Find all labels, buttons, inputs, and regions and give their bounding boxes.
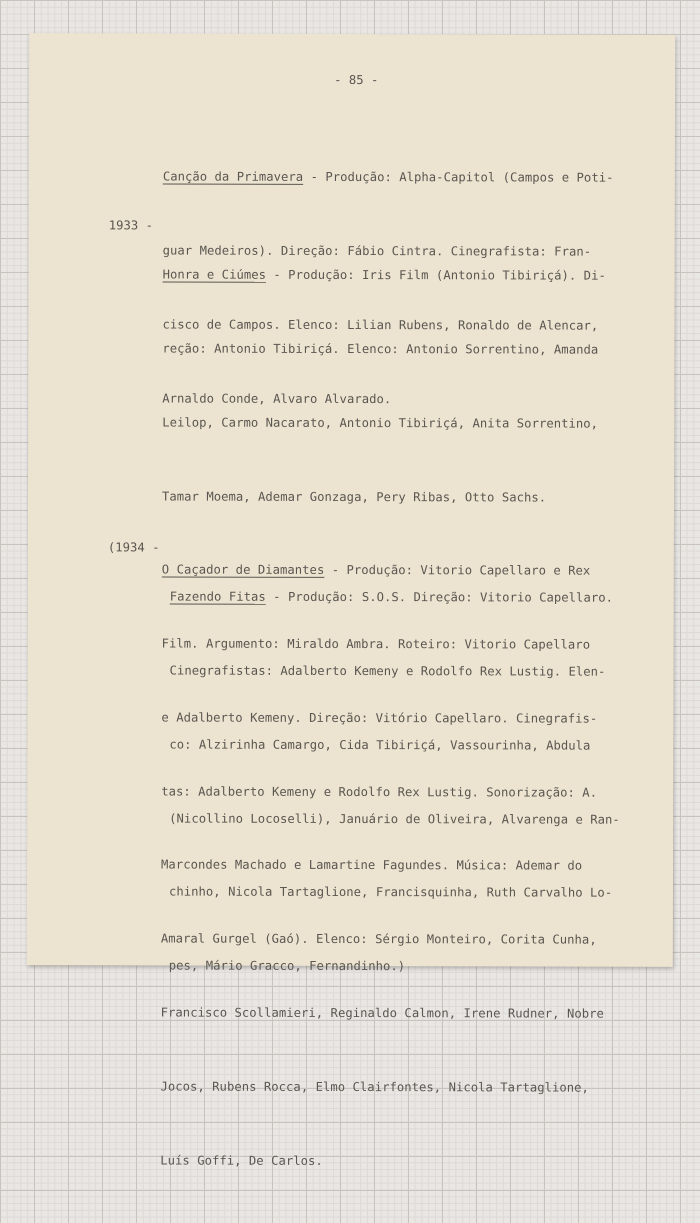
entry-line: (Nicollino Locoselli), Januário de Oliveira, Alvarenga e Ran- bbox=[169, 811, 620, 827]
entry-line: Cinegrafistas: Adalberto Kemeny e Rodolfo Rex Lustig. Elen- bbox=[169, 663, 606, 679]
entry-line: pes, Mário Gracco, Fernandinho.) bbox=[168, 958, 406, 974]
entry-line: Canção da Primavera - Produção: Alpha-Capitol (Campos e Poti- bbox=[162, 169, 614, 185]
entry-line: Honra e Ciúmes - Produção: Iris Film (Antonio Tibiriçá). Di- bbox=[162, 267, 606, 283]
entry-line: cisco de Campos. Elenco: Lilian Rubens, Ronaldo de Alencar, bbox=[162, 317, 599, 333]
film-title: O Caçador de Diamantes bbox=[161, 562, 325, 578]
entry-line: reção: Antonio Tibiriçá. Elenco: Antonio Sorrentino, Amanda bbox=[162, 341, 599, 357]
film-title: Canção da Primavera bbox=[162, 169, 304, 185]
entry-line: Amaral Gurgel (Gaó). Elenco: Sérgio Monteiro, Corita Cunha, bbox=[160, 931, 597, 947]
paper-page bbox=[27, 33, 675, 1168]
entry-line: Francisco Scollamieri, Reginaldo Calmon, Irene Rudner, Nobre bbox=[160, 1005, 604, 1021]
film-title: Honra e Ciúmes bbox=[162, 267, 267, 282]
entry-line: chinho, Nicola Tartaglione, Francisquinha, Ruth Carvalho Lo- bbox=[168, 884, 613, 900]
entry-line: Fazendo Fitas - Produção: S.O.S. Direção: Vitorio Capellaro. bbox=[169, 589, 614, 605]
entry-line: Arnaldo Conde, Alvaro Alvarado. bbox=[162, 391, 392, 406]
film-title: Fazendo Fitas bbox=[169, 589, 266, 604]
entry-line: tas: Adalberto Kemeny e Rodolfo Rex Lustig. Sonorização: A. bbox=[161, 784, 598, 800]
entry-line: Luís Goffi, De Carlos. bbox=[160, 1153, 323, 1168]
entry-line: e Adalberto Kemeny. Direção: Vitório Capellaro. Cinegrafis- bbox=[161, 710, 598, 726]
entry-line: Jocos, Rubens Rocca, Elmo Clairfontes, Nicola Tartaglione, bbox=[160, 1079, 589, 1095]
entry-line: guar Medeiros). Direção: Fábio Cintra. Cinegrafista: Fran- bbox=[162, 243, 592, 259]
filmography-entry bbox=[169, 536, 621, 1029]
page-number: - 85 - bbox=[334, 72, 379, 88]
entry-year: (1934 - bbox=[107, 540, 160, 555]
entry-line: co: Alzirinha Camargo, Cida Tibiriçá, Vassourinha, Abdula bbox=[169, 737, 591, 753]
entry-line: Leilop, Carmo Nacarato, Antonio Tibiriçá, Anita Sorrentino, bbox=[162, 415, 599, 431]
entry-line: Tamar Moema, Ademar Gonzaga, Pery Ribas, Otto Sachs. bbox=[161, 489, 547, 505]
entry-line: Marcondes Machado e Lamartine Fagundes. Música: Ademar do bbox=[161, 857, 583, 874]
entry-line: Film. Argumento: Miraldo Ambra. Roteiro: Vitorio Capellaro bbox=[161, 636, 591, 652]
entry-line: O Caçador de Diamantes - Produção: Vitorio Capellaro e Rex bbox=[161, 562, 591, 578]
entry-year: 1933 - bbox=[108, 218, 154, 233]
